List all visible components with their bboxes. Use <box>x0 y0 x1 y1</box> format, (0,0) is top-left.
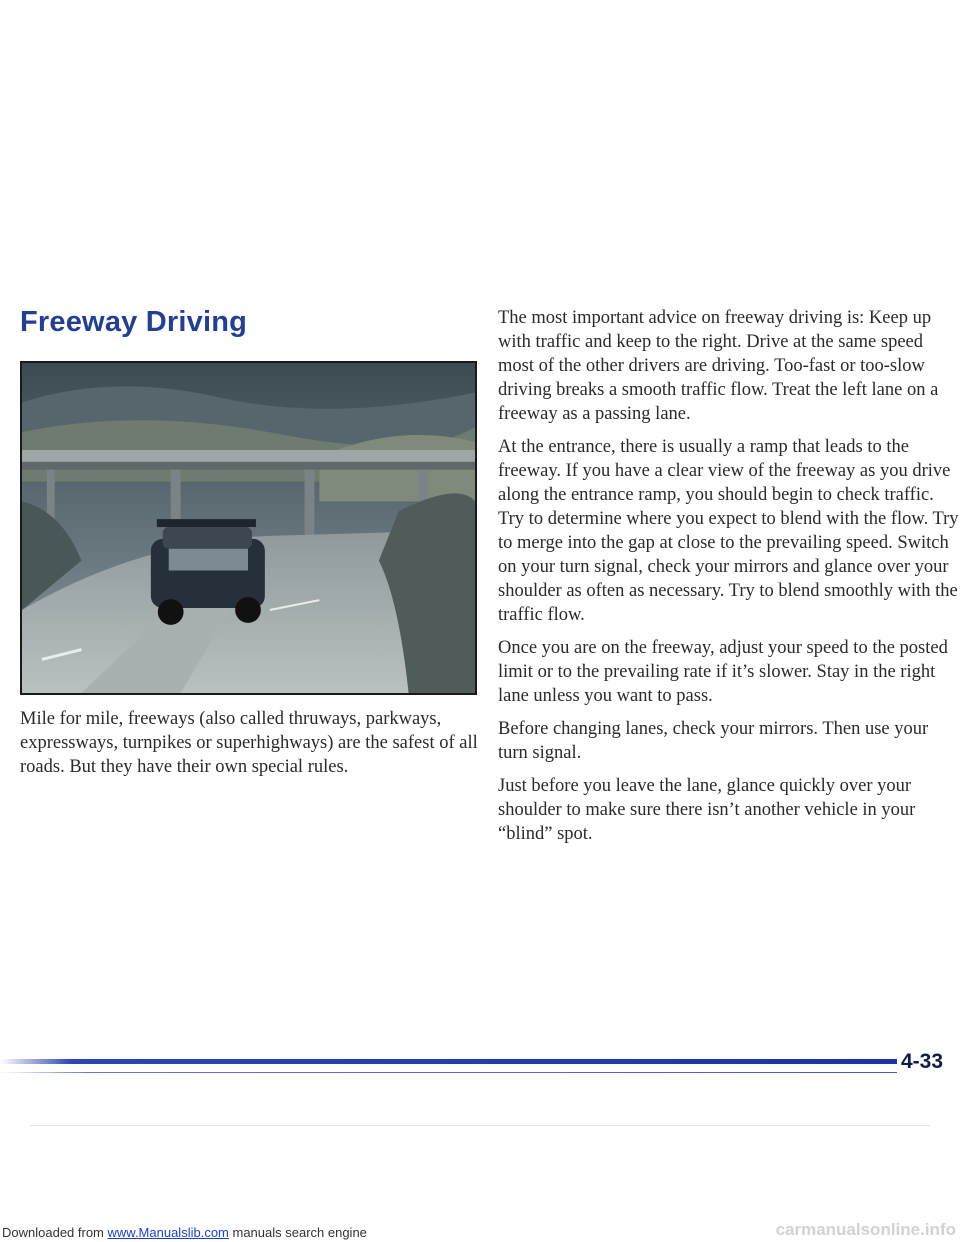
freeway-scene-image <box>22 363 475 693</box>
footer-divider <box>30 1125 930 1126</box>
page-number: 4-33 <box>901 1050 944 1073</box>
page-rule-thin <box>0 1072 897 1073</box>
footer-suffix: manuals search engine <box>228 1225 367 1240</box>
body-paragraph: Just before you leave the lane, glance quickly over your shoulder to make sure there isn’t another vehicle in your “blind” spot. <box>498 776 916 844</box>
body-paragraph: The most important advice on freeway driving is: Keep up with traffic and keep to the right. Drive at the same speed most of the other drivers are driving. Too-fast or too-slow driving breaks a smooth traffic flow. Treat the left lane on a freeway as a passing lane. <box>498 308 939 424</box>
manualslib-link[interactable]: www.Manualslib.com <box>107 1225 229 1240</box>
page-rule-thick <box>0 1059 897 1064</box>
footer-prefix: Downloaded from <box>2 1225 108 1240</box>
body-text-column <box>498 306 960 855</box>
freeway-illustration <box>20 361 477 695</box>
site-watermark: carmanualsonline.info <box>775 1220 956 1239</box>
body-paragraph: At the entrance, there is usually a ramp that leads to the freeway. If you have a clear view of the freeway as you drive along the entrance ramp, you should begin to check traffic. Try to determine where you expect to blend with the flow. Try to merge into the gap at close to the prevailing speed. Switch on your turn signal, check your mirrors and glance over your shoulder as often as necessary. Try to blend smoothly with the traffic flow. <box>498 437 959 625</box>
intro-paragraph: Mile for mile, freeways (also called thruways, parkways, expressways, turnpikes or superhighways) are the safest of all roads. But they have their own special rules. <box>20 709 478 777</box>
download-footer <box>2 1225 367 1240</box>
body-paragraph: Before changing lanes, check your mirrors. Then use your turn signal. <box>498 719 929 763</box>
section-title: Freeway Driving <box>20 306 248 338</box>
body-paragraph: Once you are on the freeway, adjust your speed to the posted limit or to the prevailing rate if it’s slower. Stay in the right lane unless you want to pass. <box>498 638 948 706</box>
